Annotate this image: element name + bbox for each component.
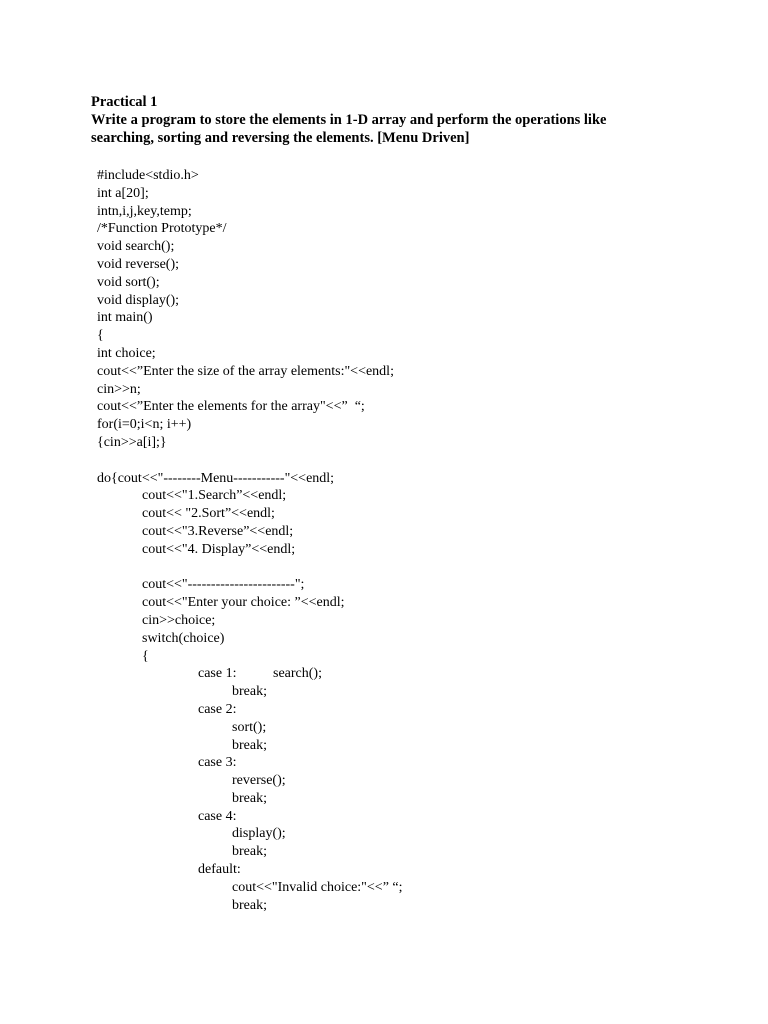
code-comment: /*Function Prototype*/ [97, 221, 227, 237]
code-line: cout<<"1.Search”<<endl; [142, 488, 287, 504]
code-line: cin>>n; [97, 381, 141, 397]
code-line: void reverse(); [97, 256, 180, 272]
code-line: cout<<"4. Display”<<endl; [142, 541, 296, 557]
document-heading [91, 94, 731, 147]
code-line: switch(choice) [142, 630, 225, 646]
code-line: cout<<"-----------------------"; [142, 577, 305, 593]
code-line: case 4: [198, 808, 237, 824]
code-line: cout<< "2.Sort”<<endl; [142, 506, 275, 522]
code-line: break; [232, 737, 267, 753]
problem-statement-line-1: Write a program to store the elements in 1-D array and perform the operations like [91, 111, 607, 128]
code-line: #include<stdio.h> [97, 168, 199, 183]
blank-line [97, 559, 737, 577]
code-line: { [142, 648, 149, 664]
code-line: cin>>choice; [142, 612, 216, 628]
code-line: void search(); [97, 239, 175, 255]
code-line: int choice; [97, 345, 156, 361]
code-line: cout<<"3.Reverse”<<endl; [142, 523, 294, 539]
code-line: do{cout<<"--------Menu-----------"<<endl; [97, 470, 335, 486]
code-line: {cin>>a[i];} [97, 434, 167, 450]
code-line: break; [232, 897, 267, 913]
code-line: cout<<"Invalid choice:"<<” “; [232, 879, 403, 895]
code-line: display(); [232, 826, 286, 842]
code-line: cout<<"Enter your choice: ”<<endl; [142, 595, 345, 611]
code-line: void display(); [97, 292, 180, 308]
code-line: for(i=0;i<n; i++) [97, 417, 192, 433]
code-line: sort(); [232, 719, 267, 735]
code-line: reverse(); [232, 773, 286, 789]
code-line: default: [198, 862, 241, 878]
code-line: int a[20]; [97, 185, 149, 201]
code-line: cout<<”Enter the elements for the array"<<” “; [97, 399, 365, 415]
problem-statement-line-2: searching, sorting and reversing the elements. [Menu Driven] [91, 129, 470, 146]
case-statement: search(); [273, 666, 322, 682]
code-line: int main() [97, 310, 153, 326]
blank-line [97, 452, 737, 470]
code-line: intn,i,j,key,temp; [97, 203, 192, 219]
code-line: case 2: [198, 701, 237, 717]
case-label: case 1: [198, 666, 237, 682]
practical-title: Practical 1 [91, 94, 158, 110]
code-line [97, 665, 737, 683]
code-line: cout<<”Enter the size of the array elements:"<<endl; [97, 363, 394, 379]
code-line: break; [232, 684, 267, 700]
code-listing [97, 167, 737, 914]
code-line: break; [232, 844, 267, 860]
code-line: void sort(); [97, 274, 160, 290]
code-line: break; [232, 790, 267, 806]
code-line: case 3: [198, 755, 237, 771]
code-line: { [97, 328, 104, 344]
